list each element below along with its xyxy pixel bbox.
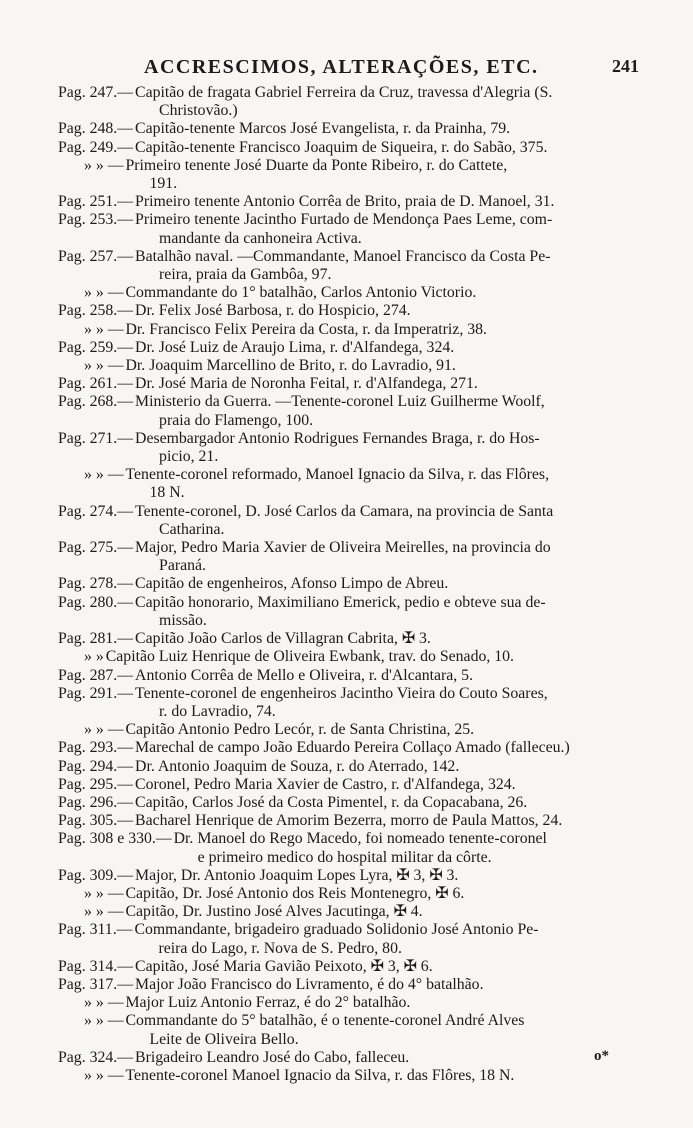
- signature-mark: o*: [594, 1048, 609, 1064]
- entry-page-ref: Pag. 293.—: [58, 739, 134, 757]
- entry-text: [135, 958, 642, 976]
- entry-line: Major, Pedro Maria Xavier de Oliveira Meirelles, na provincia do: [135, 539, 551, 557]
- entry-line: Commandante, brigadeiro graduado Solidonio José Antonio Pe-: [134, 921, 539, 939]
- entry-row: [58, 393, 642, 429]
- entry-page-ref: Pag. 261.—: [58, 375, 134, 393]
- entry-text: [126, 284, 643, 302]
- entry-row: [58, 685, 642, 721]
- entry-line: Catharina.: [159, 520, 225, 538]
- entry-row: [58, 776, 642, 794]
- entry-row: [58, 758, 642, 776]
- entry-page-ref: » » —: [84, 320, 124, 338]
- entry-line: missão.: [159, 611, 207, 629]
- entry-line: Primeiro tenente Antonio Corrêa de Brito, praia de D. Manoel, 31.: [135, 193, 555, 211]
- entry-text: [135, 193, 642, 211]
- entry-line: Christovão.): [159, 102, 238, 120]
- entry-row: [58, 339, 642, 357]
- entry-page-ref: Pag. 308 e 330.—: [58, 830, 172, 848]
- entry-page-ref: Pag. 291.—: [58, 684, 134, 702]
- entry-row: [58, 466, 642, 502]
- entry-line: Antonio Corrêa de Mello e Oliveira, r. d'Alcantara, 5.: [135, 666, 474, 684]
- entry-line: Ministerio da Guerra. —Tenente-coronel Luiz Guilherme Woolf,: [135, 393, 545, 411]
- entry-line: Capitão honorario, Maximiliano Emerick, pedio e obteve sua de-: [135, 593, 546, 611]
- entry-text: [135, 630, 642, 648]
- entry-row: [58, 830, 642, 866]
- entry-row: [58, 721, 642, 739]
- entry-line: Capitão João Carlos de Villagran Cabrita, ✠ 3.: [135, 630, 431, 648]
- entry-row: [58, 575, 642, 593]
- entry-text: [135, 794, 642, 812]
- entry-text: [135, 739, 642, 757]
- entry-page-ref: Pag. 296.—: [58, 793, 134, 811]
- entry-text: [126, 885, 643, 903]
- entry-row: [58, 284, 642, 302]
- entry-row: [58, 139, 642, 157]
- entry-line: Brigadeiro Leandro José do Cabo, falleceu.: [135, 1048, 410, 1066]
- entry-line: praia do Flamengo, 100.: [159, 411, 314, 429]
- entry-page-ref: Pag. 317.—: [58, 975, 134, 993]
- entry-row: [58, 375, 642, 393]
- entry-line: Dr. Joaquim Marcellino de Brito, r. do Lavradio, 91.: [125, 357, 456, 375]
- entry-line: Primeiro tenente José Duarte da Ponte Ribeiro, r. do Cattete,: [125, 156, 508, 174]
- entry-text: [135, 867, 642, 885]
- entry-row: [58, 120, 642, 138]
- entry-text: [135, 758, 642, 776]
- entry-line: Leite de Oliveira Bello.: [149, 1030, 299, 1048]
- entry-text: [135, 120, 642, 138]
- entry-page-ref: Pag. 278.—: [58, 575, 134, 593]
- entry-row: [58, 903, 642, 921]
- entry-page-ref: Pag. 295.—: [58, 775, 134, 793]
- entry-page-ref: Pag. 268.—: [58, 393, 134, 411]
- entry-line: Tenente-coronel, D. José Carlos da Camara, na provincia de Santa: [135, 502, 554, 520]
- entry-row: [58, 1067, 642, 1085]
- entry-page-ref: Pag. 314.—: [58, 957, 134, 975]
- entry-text: [126, 466, 643, 502]
- entry-line: Capitão-tenente Marcos José Evangelista, r. da Prainha, 79.: [135, 120, 511, 138]
- entry-row: [58, 958, 642, 976]
- entry-text: [135, 84, 642, 120]
- entry-row: [58, 885, 642, 903]
- entry-text: [135, 375, 642, 393]
- entry-line: Capitão, Dr. Justino José Alves Jacutinga, ✠ 4.: [125, 903, 423, 921]
- entry-page-ref: » » —: [84, 721, 124, 739]
- entry-page-ref: Pag. 248.—: [58, 120, 134, 138]
- entry-row: [58, 630, 642, 648]
- entry-text: [135, 685, 642, 721]
- entry-line: 191.: [149, 175, 178, 193]
- entry-line: Desembargador Antonio Rodrigues Fernandes Braga, r. do Hos-: [135, 429, 540, 447]
- entry-page-ref: Pag. 324.—: [58, 1048, 134, 1066]
- entry-text: [135, 594, 642, 630]
- entry-line: e primeiro medico do hospital militar da côrte.: [197, 848, 492, 866]
- entry-text: [106, 648, 642, 666]
- entry-text: [135, 539, 642, 575]
- entry-line: Tenente-coronel de engenheiros Jacintho Vieira do Couto Soares,: [135, 684, 548, 702]
- entry-text: [135, 430, 642, 466]
- entry-page-ref: » » —: [84, 1012, 124, 1030]
- entry-row: [58, 1049, 642, 1067]
- entry-row: [58, 193, 642, 211]
- entry-line: Primeiro tenente Jacintho Furtado de Mendonça Paes Leme, com-: [135, 211, 553, 229]
- entry-text: [135, 1049, 642, 1067]
- entry-text: [135, 211, 642, 247]
- entry-line: Capitão-tenente Francisco Joaquim de Siqueira, r. do Sabão, 375.: [135, 138, 548, 156]
- entry-text: [126, 321, 643, 339]
- entry-row: [58, 430, 642, 466]
- entry-text: [126, 1012, 643, 1048]
- entry-page-ref: Pag. 294.—: [58, 757, 134, 775]
- entry-line: Capitão, Dr. José Antonio dos Reis Montenegro, ✠ 6.: [125, 884, 465, 902]
- entry-page-ref: » » —: [84, 1066, 124, 1084]
- entry-line: Dr. Felix José Barbosa, r. do Hospicio, 274.: [135, 302, 411, 320]
- entry-page-ref: Pag. 287.—: [58, 666, 134, 684]
- entry-page-ref: Pag. 311.—: [58, 921, 133, 939]
- page-title: ACCRESCIMOS, ALTERAÇÕES, ETC.: [144, 56, 539, 78]
- entry-line: Paraná.: [159, 557, 206, 575]
- entry-text: [135, 776, 642, 794]
- entry-line: Major João Francisco do Livramento, é do 4° batalhão.: [135, 975, 484, 993]
- entry-text: [135, 393, 642, 429]
- entry-page-ref: » » —: [84, 884, 124, 902]
- entry-line: mandante da canhoneira Activa.: [159, 229, 362, 247]
- entry-line: Commandante do 5° batalhão, é o tenente-coronel André Alves: [125, 1012, 525, 1030]
- entry-page-ref: » » —: [84, 466, 124, 484]
- entry-text: [135, 139, 642, 157]
- entry-text: [126, 157, 643, 193]
- entry-page-ref: Pag. 249.—: [58, 138, 134, 156]
- entry-line: Dr. Francisco Felix Pereira da Costa, r. da Imperatriz, 38.: [125, 320, 487, 338]
- entry-row: [58, 248, 642, 284]
- entry-row: [58, 84, 642, 120]
- entry-text: [135, 575, 642, 593]
- entry-page-ref: Pag. 259.—: [58, 338, 134, 356]
- entry-line: Bacharel Henrique de Amorim Bezerra, morro de Paula Mattos, 24.: [135, 812, 563, 830]
- entry-page-ref: » » —: [84, 284, 124, 302]
- entry-row: [58, 594, 642, 630]
- entry-line: Capitão de fragata Gabriel Ferreira da Cruz, travessa d'Alegria (S.: [135, 84, 553, 101]
- entry-page-ref: Pag. 253.—: [58, 211, 134, 229]
- entry-page-ref: Pag. 280.—: [58, 593, 134, 611]
- entry-text: [135, 976, 642, 994]
- entry-line: Major Luiz Antonio Ferraz, é do 2° batalhão.: [125, 994, 411, 1012]
- entry-page-ref: Pag. 251.—: [58, 193, 134, 211]
- entry-line: r. do Lavradio, 74.: [159, 702, 276, 720]
- entry-page-ref: » » —: [84, 994, 124, 1012]
- entry-line: reira, praia da Gambôa, 97.: [159, 266, 332, 284]
- entry-row: [58, 1012, 642, 1048]
- entry-text: [126, 1067, 643, 1085]
- entry-line: Dr. Antonio Joaquim de Souza, r. do Aterrado, 142.: [135, 757, 460, 775]
- entry-line: Marechal de campo João Eduardo Pereira Collaço Amado (falleceu.): [135, 739, 570, 757]
- entry-line: reira do Lago, r. Nova de S. Pedro, 80.: [158, 939, 402, 957]
- entry-row: [58, 994, 642, 1012]
- entry-line: Dr. José Luiz de Araujo Lima, r. d'Alfandega, 324.: [135, 338, 455, 356]
- entry-row: [58, 739, 642, 757]
- entry-page-ref: Pag. 275.—: [58, 539, 134, 557]
- entry-line: Tenente-coronel reformado, Manoel Ignacio da Silva, r. das Flôres,: [125, 466, 550, 484]
- entry-line: Coronel, Pedro Maria Xavier de Castro, r. d'Alfandega, 324.: [135, 775, 516, 793]
- entry-text: [126, 721, 643, 739]
- entry-row: [58, 812, 642, 830]
- entry-page-ref: Pag. 305.—: [58, 812, 134, 830]
- entry-row: [58, 794, 642, 812]
- page-header: [0, 52, 693, 82]
- entry-line: Capitão, Carlos José da Costa Pimentel, r. da Copacabana, 26.: [135, 793, 528, 811]
- entry-line: Capitão Luiz Henrique de Oliveira Ewbank, trav. do Senado, 10.: [105, 648, 515, 666]
- entry-text: [135, 503, 642, 539]
- entry-row: [58, 867, 642, 885]
- entry-line: Batalhão naval. —Commandante, Manoel Francisco da Costa Pe-: [135, 247, 551, 265]
- entry-line: Dr. José Maria de Noronha Feital, r. d'Alfandega, 271.: [135, 375, 478, 393]
- entry-line: Capitão de engenheiros, Afonso Limpo de Abreu.: [135, 575, 449, 593]
- entry-text: [135, 339, 642, 357]
- entry-line: Tenente-coronel Manoel Ignacio da Silva, r. das Flôres, 18 N.: [125, 1066, 515, 1084]
- entry-text: [126, 357, 643, 375]
- entry-page-ref: » » —: [84, 903, 124, 921]
- entry-row: [58, 211, 642, 247]
- entry-text: [135, 812, 642, 830]
- entry-page-ref: » » —: [84, 357, 124, 375]
- entry-row: [58, 157, 642, 193]
- entry-page-ref: Pag. 258.—: [58, 302, 134, 320]
- entry-line: Capitão Antonio Pedro Lecór, r. de Santa Christina, 25.: [125, 721, 475, 739]
- entry-row: [58, 921, 642, 957]
- entry-page-ref: Pag. 257.—: [58, 247, 134, 265]
- entry-text: [134, 921, 642, 957]
- entry-row: [58, 539, 642, 575]
- entry-page-ref: » » —: [84, 156, 124, 174]
- entry-text: [126, 903, 643, 921]
- entry-text: [126, 994, 643, 1012]
- entry-row: [58, 357, 642, 375]
- entry-page-ref: » »: [84, 648, 104, 666]
- entry-text: [174, 830, 642, 866]
- entry-page-ref: Pag. 274.—: [58, 502, 134, 520]
- entry-text: [135, 667, 642, 685]
- entry-row: [58, 503, 642, 539]
- entry-line: Major, Dr. Antonio Joaquim Lopes Lyra, ✠ 3, ✠ 3.: [135, 866, 459, 884]
- entry-line: Dr. Manoel do Rego Macedo, foi nomeado tenente-coronel: [173, 830, 547, 848]
- entry-page-ref: Pag. 309.—: [58, 866, 134, 884]
- entry-line: picio, 21.: [159, 448, 219, 466]
- page-number: 241: [612, 56, 639, 76]
- entries-list: [58, 84, 642, 1085]
- entry-page-ref: Pag. 271.—: [58, 429, 134, 447]
- entry-row: [58, 976, 642, 994]
- entry-line: 18 N.: [149, 484, 185, 502]
- entry-row: [58, 321, 642, 339]
- entry-line: Commandante do 1° batalhão, Carlos Antonio Victorio.: [125, 284, 477, 302]
- entry-page-ref: Pag. 281.—: [58, 630, 134, 648]
- entry-line: Capitão, José Maria Gavião Peixoto, ✠ 3, ✠ 6.: [135, 957, 433, 975]
- entry-text: [135, 248, 642, 284]
- entry-row: [58, 648, 642, 666]
- entry-row: [58, 302, 642, 320]
- entry-text: [135, 302, 642, 320]
- entry-page-ref: Pag. 247.—: [58, 84, 134, 101]
- entry-row: [58, 667, 642, 685]
